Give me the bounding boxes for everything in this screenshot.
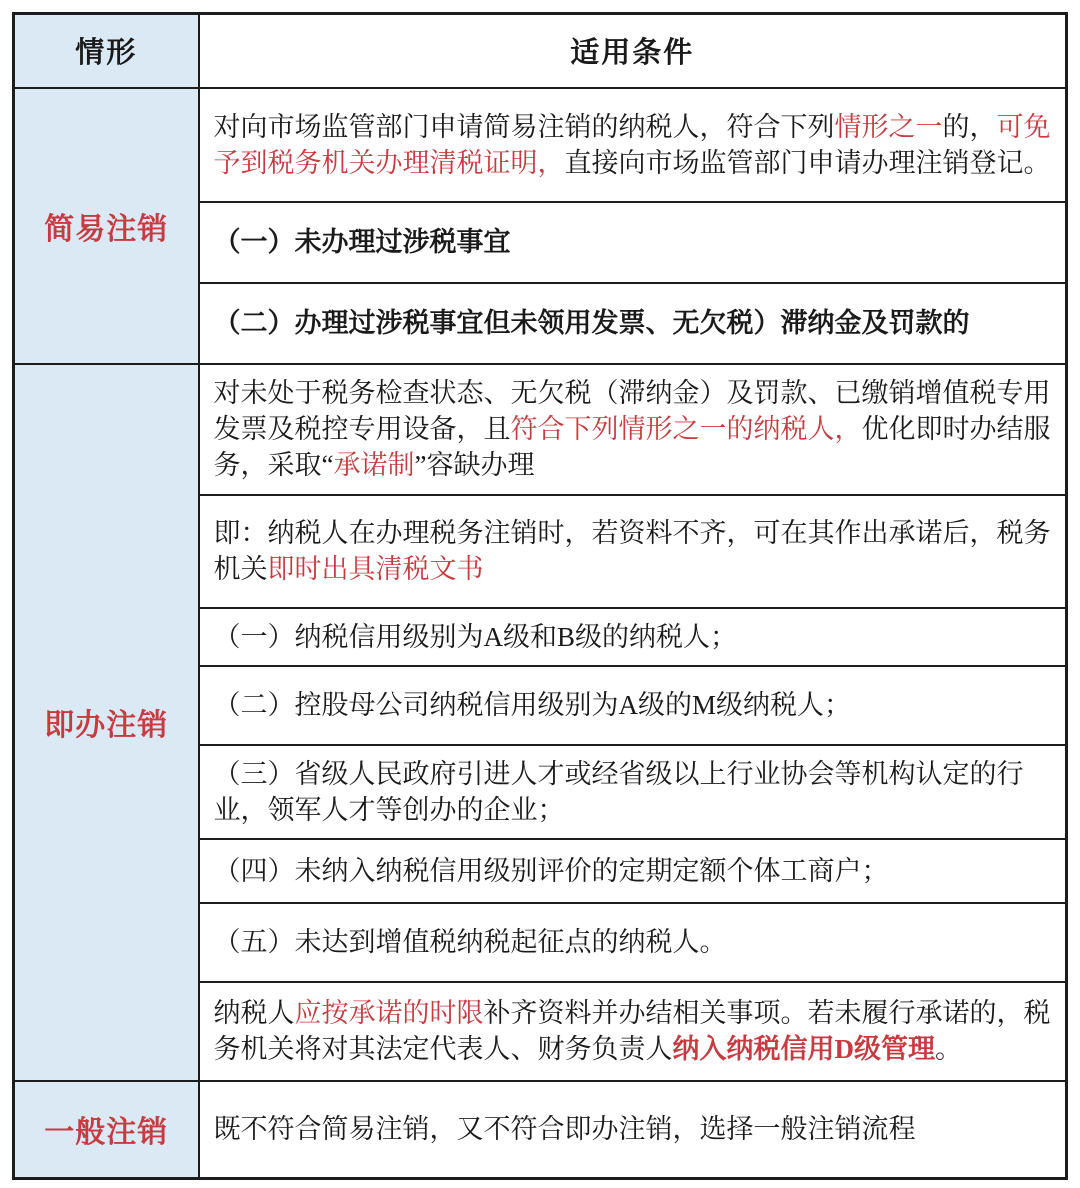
text-segment: 情形之一 (834, 111, 943, 142)
condition-cell (199, 1081, 1067, 1179)
condition-cell (199, 903, 1067, 982)
table-row (14, 1081, 1067, 1179)
condition-cell (199, 745, 1067, 839)
category-cell-simple-dereg: 简易注销 (14, 88, 199, 364)
condition-cell (199, 666, 1067, 745)
text-segment: 即：纳税人在办理税务注销时，若资料不齐，可在其作出承诺后，税务机关 (213, 518, 1051, 584)
table-row (14, 364, 1067, 495)
text-segment: 纳税人 (213, 998, 295, 1028)
text-segment: 应按承诺的时限 (294, 998, 484, 1028)
text-segment: ”容缺办理 (414, 450, 535, 480)
category-cell-general-dereg: 一般注销 (14, 1081, 199, 1179)
table-row (14, 88, 1067, 202)
condition-cell (199, 88, 1067, 202)
header-row (14, 14, 1067, 88)
condition-cell (199, 982, 1067, 1081)
text-segment: 符合下列情形之一的纳税人， (510, 414, 862, 444)
text-segment: 优化即时办结服务，采取“ (213, 414, 1051, 480)
category-cell-immediate-dereg: 即办注销 (14, 364, 199, 1081)
text-segment: （一）纳税信用级别为A级和B级的纳税人； (213, 621, 738, 652)
condition-cell (199, 202, 1067, 283)
text-segment: 。 (935, 1034, 962, 1064)
condition-cell (199, 839, 1067, 903)
text-segment: 既不符合简易注销，又不符合即办注销，选择一般注销流程 (213, 1114, 916, 1145)
header-situation: 情形 (14, 14, 199, 88)
text-segment: （三）省级人民政府引进人才或经省级以上行业协会等机构认定的行业，领军人才等创办的企业； (213, 758, 1024, 825)
text-segment: （一）未办理过涉税事宜 (213, 227, 511, 257)
text-segment: 的， (942, 111, 997, 142)
text-segment: 补齐资料并办结相关事项。若未履行承诺的，税务机关将对其法定代表人、财务负责人 (213, 998, 1051, 1064)
condition-cell (199, 608, 1067, 666)
text-segment: 承诺制 (333, 450, 415, 480)
deregistration-table (12, 12, 1068, 1180)
condition-cell (199, 283, 1067, 364)
condition-cell (199, 495, 1067, 608)
condition-cell (199, 364, 1067, 495)
text-segment: （二）办理过涉税事宜但未领用发票、无欠税）滞纳金及罚款的 (213, 308, 970, 338)
text-segment: 即时出具清税文书 (267, 554, 484, 584)
text-segment: 对向市场监管部门申请简易注销的纳税人，符合下列 (213, 111, 835, 142)
text-segment: 可免予到税务机关办理清税证明， (213, 111, 1051, 178)
text-segment: 纳入纳税信用D级管理 (672, 1034, 935, 1064)
text-segment: （四）未纳入纳税信用级别评价的定期定额个体工商户； (213, 855, 889, 886)
text-segment: （二）控股母公司纳税信用级别为A级的M级纳税人； (213, 690, 852, 720)
text-segment: 直接向市场监管部门申请办理注销登记。 (564, 147, 1051, 178)
header-conditions: 适用条件 (199, 14, 1067, 88)
text-segment: （五）未达到增值税纳税起征点的纳税人。 (213, 927, 727, 957)
text-segment: 对未处于税务检查状态、无欠税（滞纳金）及罚款、已缴销增值税专用发票及税控专用设备，且 (213, 378, 1051, 444)
